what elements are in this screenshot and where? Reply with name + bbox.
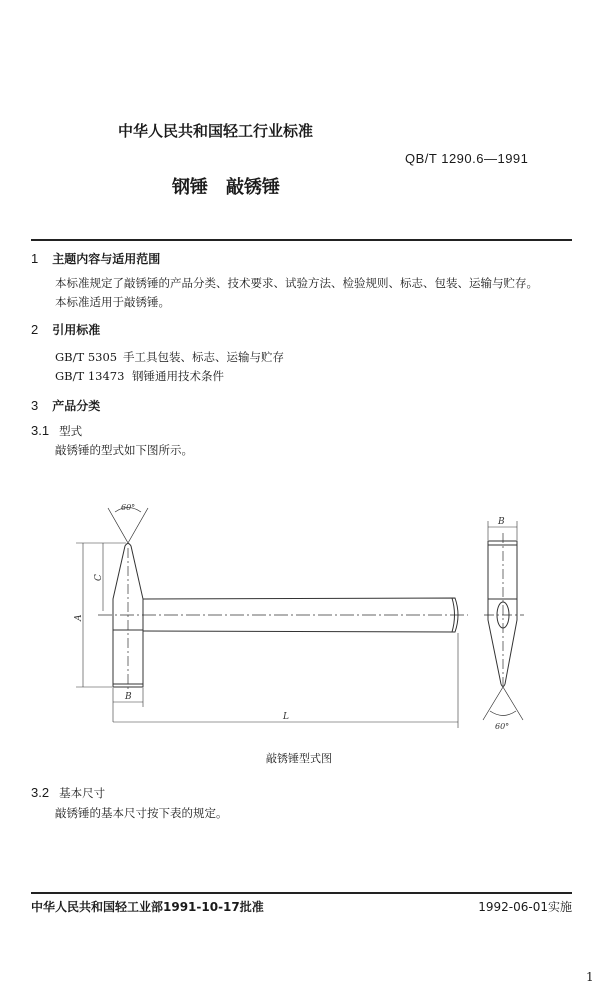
- side-view-top: [488, 541, 517, 545]
- dimension-label-c: C: [94, 574, 104, 581]
- section-title: 引用标准: [52, 323, 101, 337]
- paragraph: 本标准规定了敲锈锤的产品分类、技术要求、试验方法、检验规则、标志、包装、运输与贮存。: [55, 276, 538, 290]
- dimension-label-a: A: [74, 614, 84, 621]
- dimension-label-b: B: [125, 692, 132, 702]
- paragraph: 敲锈锤的基本尺寸按下表的规定。: [55, 806, 228, 820]
- effective-date: 1992-06-01实施: [478, 900, 572, 914]
- section-number: 3.2: [31, 785, 50, 800]
- dimension-label-b-side: B: [498, 517, 505, 527]
- approval-statement: 中华人民共和国轻工业部1991-10-17批准: [31, 900, 264, 914]
- angle-label-top: 60°: [121, 503, 136, 512]
- side-view-head: [488, 545, 517, 599]
- footer-rule: [31, 892, 572, 894]
- section-number: 3: [31, 398, 39, 413]
- section-title: 产品分类: [52, 399, 101, 413]
- standard-number: QB/T 1290.6—1991: [405, 151, 529, 166]
- reference-name: 手工具包装、标志、运输与贮存: [123, 350, 284, 364]
- section-number: 3.1: [31, 423, 50, 438]
- figure-caption: 敲锈锤型式图: [266, 752, 332, 765]
- section-title: 基本尺寸: [59, 786, 106, 800]
- section-number: 1: [31, 251, 39, 266]
- page-number: 1: [586, 970, 594, 984]
- reference-code: GB/T 5305: [55, 350, 118, 364]
- section-title: 主题内容与适用范围: [52, 252, 161, 266]
- reference-name: 钢锤通用技术条件: [132, 369, 224, 383]
- section-number: 2: [31, 322, 39, 337]
- issuer-heading: 中华人民共和国轻工行业标准: [118, 122, 314, 140]
- section-3-2-heading: [31, 785, 105, 801]
- dimension-label-l: L: [283, 712, 289, 722]
- paragraph: 本标准适用于敲锈锤。: [55, 295, 170, 309]
- angle-label-side: 60°: [495, 722, 510, 731]
- paragraph: 敲锈锤的型式如下图所示。: [55, 443, 193, 457]
- section-title: 型式: [59, 424, 83, 438]
- reference-code: GB/T 13473: [55, 369, 125, 383]
- document-title: 钢锤 敲锈锤: [172, 177, 280, 198]
